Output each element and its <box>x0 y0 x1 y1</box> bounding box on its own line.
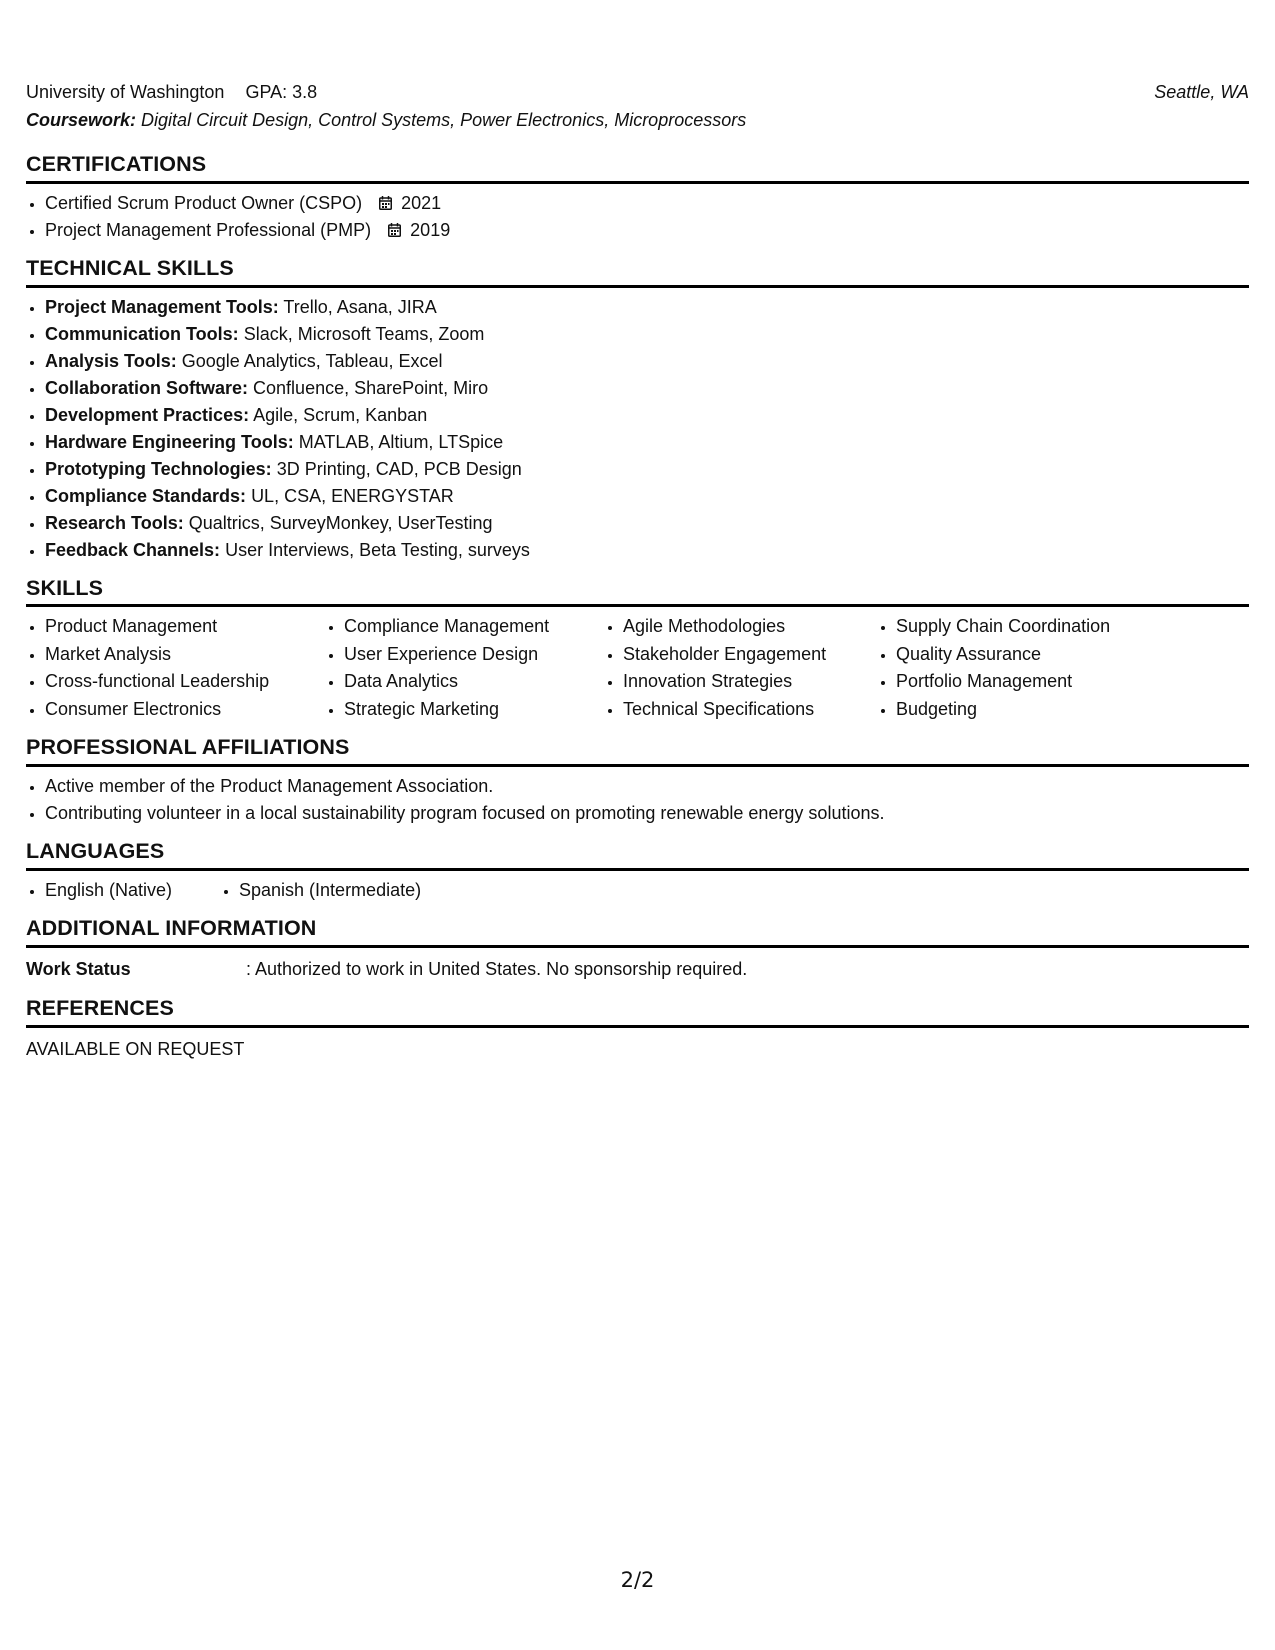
list-item: • Stakeholder Engagement <box>623 641 877 669</box>
list-item: • Data Analytics <box>344 668 604 696</box>
section-title-languages: LANGUAGES <box>26 839 1249 871</box>
skill-value: MATLAB, Altium, LTSpice <box>298 431 504 452</box>
list-item <box>45 429 1249 456</box>
list-item: • Spanish (Intermediate) <box>239 877 421 904</box>
skill-label: Communication Tools: <box>45 323 239 344</box>
coursework-label: Coursework: <box>26 110 137 130</box>
list-item: • Compliance Management <box>344 613 604 641</box>
list-item: • English (Native) <box>45 877 220 904</box>
coursework <box>26 110 1249 140</box>
section-title-certifications: CERTIFICATIONS <box>26 152 1249 184</box>
list-item <box>45 375 1249 402</box>
languages-column <box>26 877 220 904</box>
list-item: • Innovation Strategies <box>623 668 877 696</box>
list-item: • Strategic Marketing <box>344 696 604 724</box>
certification-year: 2021 <box>401 192 442 213</box>
section-title-additional-information: ADDITIONAL INFORMATION <box>26 916 1249 948</box>
page-number: 2/2 <box>620 1568 655 1592</box>
skill-label: Collaboration Software: <box>45 377 249 398</box>
certifications-list <box>26 190 1249 244</box>
skill-value: Slack, Microsoft Teams, Zoom <box>243 323 485 344</box>
list-item <box>45 510 1249 537</box>
education-row <box>26 82 1249 110</box>
resume-page <box>26 82 1249 1064</box>
skill-value: Google Analytics, Tableau, Excel <box>181 350 443 371</box>
education-location: Seattle, WA <box>1154 82 1249 102</box>
gpa: GPA: 3.8 <box>245 82 318 102</box>
work-status-value: : Authorized to work in United States. No sponsorship required. <box>246 958 748 979</box>
section-title-references: REFERENCES <box>26 996 1249 1028</box>
list-item <box>45 456 1249 483</box>
list-item: • Market Analysis <box>45 641 325 669</box>
section-title-affiliations: PROFESSIONAL AFFILIATIONS <box>26 735 1249 767</box>
calendar-icon <box>379 196 392 210</box>
list-item: • Supply Chain Coordination <box>896 613 1156 641</box>
skill-label: Compliance Standards: <box>45 485 247 506</box>
list-item: • Quality Assurance <box>896 641 1156 669</box>
skill-label: Hardware Engineering Tools: <box>45 431 294 452</box>
languages-list <box>26 877 1249 904</box>
list-item: • User Experience Design <box>344 641 604 669</box>
list-item <box>45 294 1249 321</box>
skill-label: Research Tools: <box>45 512 184 533</box>
list-item: • Product Management <box>45 613 325 641</box>
list-item: • Budgeting <box>896 696 1156 724</box>
skill-label: Prototyping Technologies: <box>45 458 272 479</box>
list-item <box>45 217 1249 244</box>
list-item: • Technical Specifications <box>623 696 877 724</box>
skills-column <box>877 613 1156 723</box>
certification-year: 2019 <box>410 219 451 240</box>
list-item <box>45 190 1249 217</box>
skill-label: Analysis Tools: <box>45 350 177 371</box>
list-item <box>45 483 1249 510</box>
list-item: • Portfolio Management <box>896 668 1156 696</box>
technical-skills-list <box>26 294 1249 564</box>
skill-value: Confluence, SharePoint, Miro <box>253 377 489 398</box>
list-item: • Active member of the Product Management Association. <box>45 773 1249 800</box>
skill-value: 3D Printing, CAD, PCB Design <box>276 458 522 479</box>
skill-value: Trello, Asana, JIRA <box>283 296 437 317</box>
skill-value: Agile, Scrum, Kanban <box>253 404 428 425</box>
section-title-skills: SKILLS <box>26 576 1249 608</box>
list-item <box>45 402 1249 429</box>
work-status-row <box>26 954 1249 984</box>
list-item: • Contributing volunteer in a local sustainability program focused on promoting renewable energy solutions. <box>45 800 1249 827</box>
education-left <box>26 82 317 104</box>
certification-name: Project Management Professional (PMP) <box>45 219 372 240</box>
skill-value: User Interviews, Beta Testing, surveys <box>225 539 530 560</box>
skill-value: Qualtrics, SurveyMonkey, UserTesting <box>188 512 493 533</box>
languages-column <box>220 877 421 904</box>
skill-value: UL, CSA, ENERGYSTAR <box>251 485 454 506</box>
skills-grid <box>26 613 1249 723</box>
skills-column <box>325 613 604 723</box>
list-item: • Cross-functional Leadership <box>45 668 325 696</box>
list-item <box>45 348 1249 375</box>
school-name: University of Washington <box>26 82 225 102</box>
skill-label: Feedback Channels: <box>45 539 221 560</box>
certification-name: Certified Scrum Product Owner (CSPO) <box>45 192 363 213</box>
skills-column <box>604 613 877 723</box>
list-item <box>45 537 1249 564</box>
skill-label: Project Management Tools: <box>45 296 279 317</box>
skills-column <box>26 613 325 723</box>
list-item: • Consumer Electronics <box>45 696 325 724</box>
list-item: • Agile Methodologies <box>623 613 877 641</box>
coursework-list: Digital Circuit Design, Control Systems, Power Electronics, Microprocessors <box>141 110 747 130</box>
list-item <box>45 321 1249 348</box>
skill-label: Development Practices: <box>45 404 250 425</box>
calendar-icon <box>388 223 401 237</box>
section-title-technical-skills: TECHNICAL SKILLS <box>26 256 1249 288</box>
work-status-label: Work Status <box>26 958 131 979</box>
affiliations-list <box>26 773 1249 827</box>
references-text: AVAILABLE ON REQUEST <box>26 1038 245 1059</box>
